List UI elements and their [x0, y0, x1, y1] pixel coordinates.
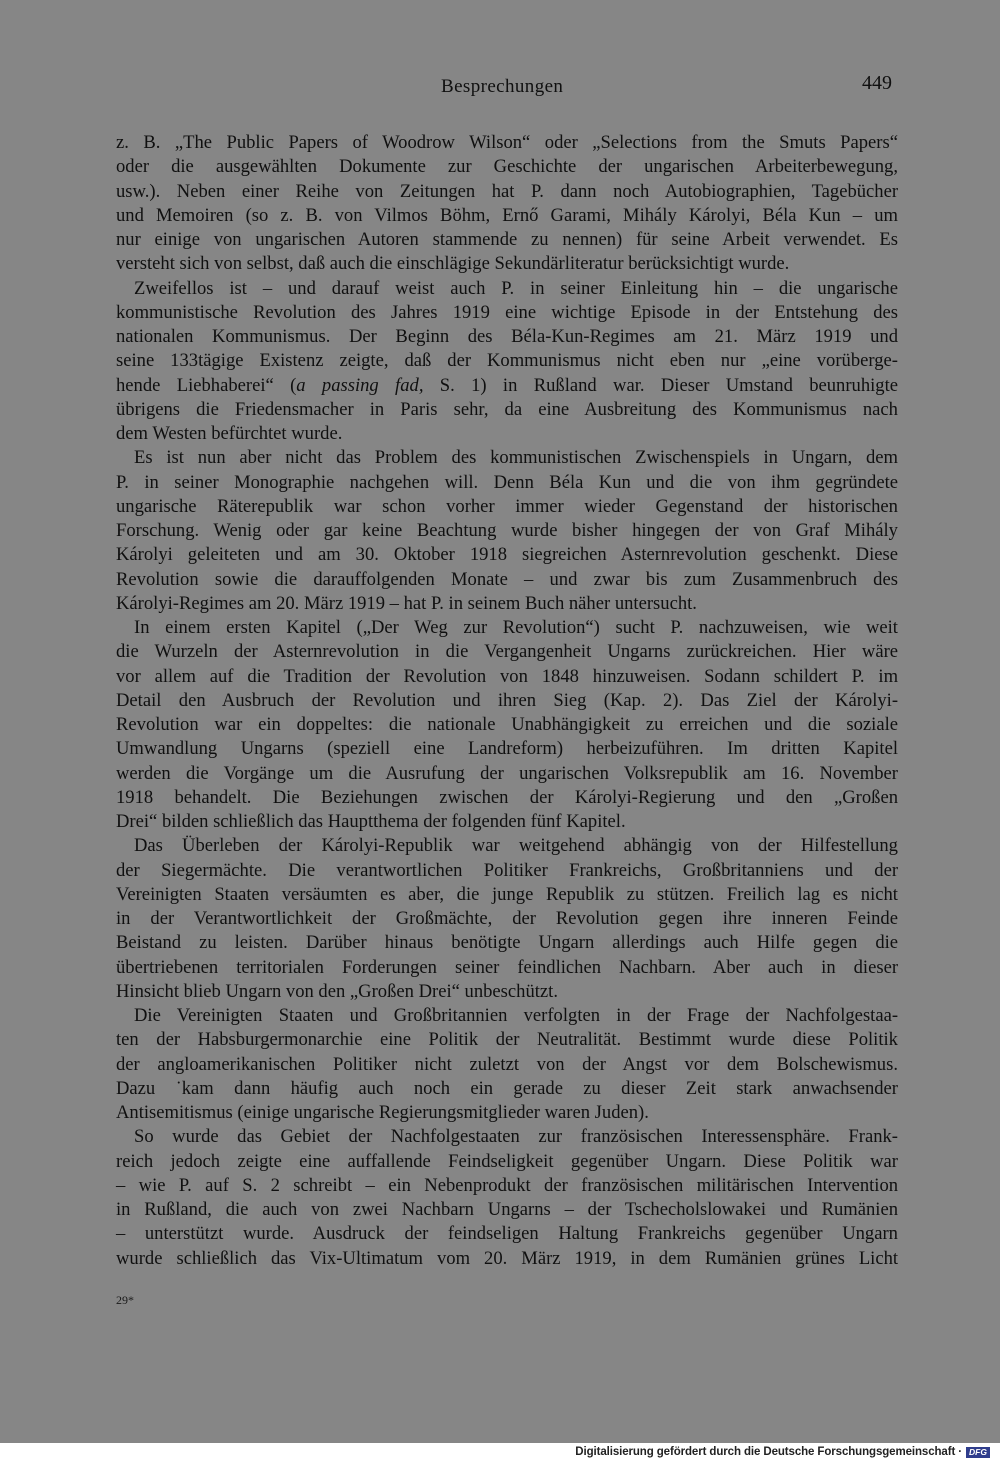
italic-segment: a passing fad,: [296, 374, 424, 396]
text-line: Es ist nun aber nicht das Problem des kommunistischen Zwischenspiels in Ungarn, dem: [134, 447, 898, 469]
text-line: Umwandlung Ungarns (speziell eine Landreform) herbeizuführen. Im dritten Kapitel: [116, 738, 899, 760]
text-line: Vereinigten Staaten versäumten es aber, die junge Republik zu stützen. Freilich lag es nicht: [116, 883, 898, 905]
text-line: Das Überleben der Károlyi-Republik war weitgehend abhängig von der Hilfestellung: [134, 835, 898, 857]
text-segment: hende Liebhaberei“ (: [116, 374, 297, 396]
text-line: Károlyi geleiteten und am 30. Oktober 1918 siegreichen Asternrevolution geschenkt. Diese: [116, 544, 898, 566]
text-line: P. in seiner Monographie nachgehen will. Denn Béla Kun und die von ihm gegründete: [116, 471, 898, 493]
text-line: – unterstützt wurde. Ausdruck der feindseligen Haltung Frankreichs gegenüber Ungarn: [116, 1223, 898, 1245]
text-line: – wie P. auf S. 2 schreibt – ein Nebenprodukt der französischen militärischen Intervention: [116, 1174, 899, 1196]
text-line: usw.). Neben einer Reihe von Zeitungen hat P. dann noch Autobiographien, Tagebücher: [116, 180, 899, 202]
text-line: Forschung. Wenig oder gar keine Beachtung wurde bisher hingegen der von Graf Mihály: [116, 520, 898, 541]
text-line: z. B. „The Public Papers of Woodrow Wilson“ oder „Selections from the Smuts Papers“: [116, 132, 898, 153]
text-line: Károlyi-Regimes am 20. März 1919 – hat P. in seinem Buch näher untersucht.: [116, 592, 697, 614]
text-line: und Memoiren (so z. B. von Vilmos Böhm, Ernő Garami, Mihály Károlyi, Béla Kun – um: [116, 204, 898, 226]
text-line: nur einige von ungarischen Autoren stammende zu nennen) für seine Arbeit verwendet. Es: [116, 229, 898, 250]
text-line: werden die Vorgänge um die Ausrufung der ungarischen Volksrepublik am 16. November: [116, 762, 898, 784]
text-line: die Wurzeln der Asternrevolution in die Vergangenheit Ungarns zurückreichen. Hier wäre: [116, 641, 899, 663]
text-line: in Rußland, die auch von zwei Nachbarn Ungarns – der Tschecholslowakei und Rumänien: [116, 1199, 898, 1220]
text-line: reich jedoch zeigte eine auffallende Feindseligkeit gegenüber Ungarn. Diese Politik war: [116, 1150, 898, 1172]
text-line: der Siegermächte. Die verantwortlichen Politiker Frankreichs, Großbritanniens und der: [116, 859, 899, 881]
digitization-note: Digitalisierung gefördert durch die Deutsche Forschungsgemeinschaft ·: [575, 1446, 962, 1458]
text-line: der angloamerikanischen Politiker nicht zuletzt von der Angst vor dem Bolschewismus.: [116, 1053, 898, 1075]
text-line: ungarische Räterepublik war schon vorher immer wieder Gegenstand der historischen: [116, 495, 898, 517]
text-line: Detail den Ausbruch der Revolution und ihren Sieg (Kap. 2). Das Ziel der Károlyi-: [116, 689, 899, 711]
dfg-logo: DFG: [966, 1447, 990, 1458]
text-line: Hinsicht blieb Ungarn von den „Großen Drei“ unbeschützt.: [116, 980, 558, 1002]
text-line: Drei“ bilden schließlich das Hauptthema der folgenden fünf Kapitel.: [116, 811, 626, 832]
text-segment: S. 1) in Rußland war. Dieser Umstand beunruhigte: [423, 374, 899, 396]
text-line: Antisemitismus (einige ungarische Regierungsmitglieder waren Juden).: [116, 1102, 649, 1123]
text-line: Revolution sowie die darauffolgenden Monate – und zwar bis zum Zusammenbruch des: [116, 568, 898, 590]
text-line: oder die ausgewählten Dokumente zur Geschichte der ungarischen Arbeiterbewegung,: [116, 156, 898, 178]
text-line: seine 133tägige Existenz zeigte, daß der Kommunismus nicht eben nur „eine vorüberge-: [116, 350, 898, 372]
text-line: In einem ersten Kapitel („Der Weg zur Revolution“) sucht P. nachzuweisen, wie weit: [134, 617, 898, 638]
text-line: 1918 behandelt. Die Beziehungen zwischen der Károlyi-Regierung und den „Großen: [116, 786, 899, 808]
running-title: Besprechungen: [441, 76, 564, 97]
page-number: 449: [862, 72, 892, 94]
text-line: übertriebenen territorialen Forderungen seiner feindlichen Nachbarn. Aber auch in dieser: [116, 956, 899, 978]
text-line: Beistand zu leisten. Darüber hinaus benötigte Ungarn allerdings auch Hilfe gegen die: [116, 932, 899, 954]
text-line: übrigens die Friedensmacher in Paris sehr, da eine Ausbreitung des Kommunismus nach: [116, 398, 898, 420]
text-line: vor allem auf die Tradition der Revolution von 1848 hinzuweisen. Sodann schildert P. im: [116, 665, 899, 687]
text-line: So wurde das Gebiet der Nachfolgestaaten zur französischen Interessensphäre. Frank-: [134, 1126, 898, 1148]
body-text: [116, 131, 898, 1271]
text-line: versteht sich von selbst, daß auch die einschlägige Sekundärliteratur berücksichtigt wurde.: [116, 253, 790, 275]
text-line: nationalen Kommunismus. Der Beginn des Béla-Kun-Regimes am 21. März 1919 und: [116, 326, 899, 347]
text-line: kommunistische Revolution des Jahres 1919 eine wichtige Episode in der Entstehung des: [116, 301, 899, 323]
text-line: Dazu ˙kam dann häufig auch noch ein gerade zu dieser Zeit stark anwachsender: [116, 1077, 898, 1099]
text-line: Zweifellos ist – und darauf weist auch P. in seiner Einleitung hin – die ungarische: [134, 277, 898, 299]
text-line: [116, 374, 898, 398]
text-line: dem Westen befürchtet wurde.: [116, 423, 343, 444]
text-line: in der Verantwortlichkeit der Großmächte, der Revolution gegen ihre inneren Feinde: [116, 908, 898, 929]
signature-mark: 29*: [116, 1293, 134, 1307]
text-line: wurde schließlich das Vix-Ultimatum vom 20. März 1919, in dem Rumänien grünes Licht: [116, 1247, 899, 1269]
text-line: ten der Habsburgermonarchie eine Politik der Neutralität. Bestimmt wurde diese Politik: [116, 1029, 898, 1051]
text-line: Die Vereinigten Staaten und Großbritannien verfolgten in der Frage der Nachfolgestaa-: [134, 1005, 899, 1026]
text-line: Revolution war ein doppeltes: die nationale Unabhängigkeit zu erreichen und die soziale: [116, 714, 898, 735]
